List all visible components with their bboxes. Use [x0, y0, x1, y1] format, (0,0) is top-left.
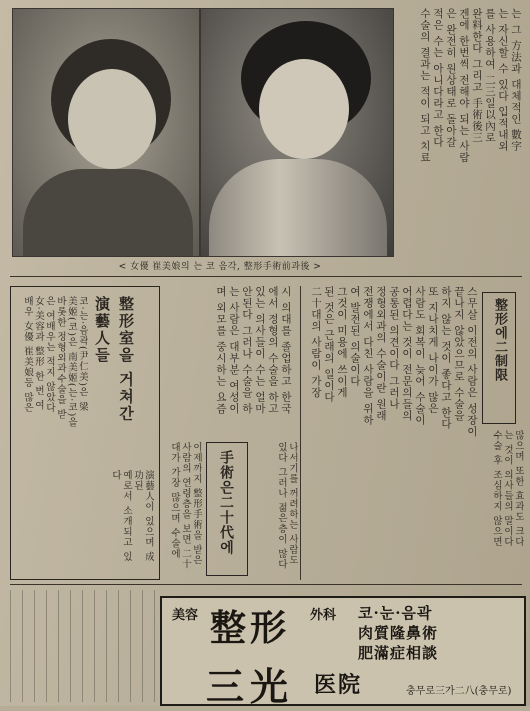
ad-service-3: 肥滿症相談	[358, 644, 439, 662]
text-line: 겐에 한번씩 전해야 되는 사람	[458, 8, 470, 164]
shoulders-shape	[23, 169, 193, 257]
left-article-headline-1: 整形室을 거쳐간	[117, 296, 135, 423]
text-line: 바롯한 정형외과수술을 받	[55, 296, 66, 420]
ad-label-beauty: 美容	[172, 608, 199, 623]
text-line: 를 사용하여 二三일以內로	[484, 8, 496, 144]
center-article-body	[162, 286, 292, 436]
text-line: 안된다 그러나 수술을 하	[241, 286, 253, 415]
ad-service-2: 肉質隆鼻術	[358, 624, 439, 642]
text-line: 수술 후 조심하지 않으면	[491, 430, 502, 548]
text-line: 된 것은 근래의 일이다	[323, 286, 335, 403]
text-line: 는 사람은 대부분 여성이	[228, 286, 240, 415]
text-line: 며 외모를 중시하는 요즘	[215, 286, 227, 415]
text-line: 어렵다는 것이 전문의들의	[401, 286, 413, 422]
text-line: 는 자신할 수 있다 입적내외	[497, 8, 509, 152]
text-line: 적은 수는 아니다라고 한다	[432, 8, 444, 148]
ad-title: 整形	[210, 607, 291, 649]
bottom-text-columns	[10, 590, 156, 702]
section-divider	[10, 276, 522, 277]
left-article-headline-2: 演藝人들	[93, 296, 111, 364]
face-shape	[68, 69, 156, 169]
text-line: 사람의 연령층을 보면 二十	[180, 442, 191, 570]
text-line: 는 그 方法과 대체적인 數字	[510, 8, 522, 152]
text-line: 대가 가장 많으며 수술에	[169, 442, 180, 560]
right-article-body-2	[480, 430, 524, 576]
ad-clinic-suffix: 医院	[314, 672, 363, 698]
text-line: 女·美容과 整形 한 번 여	[33, 296, 44, 411]
clinic-advertisement	[160, 596, 526, 709]
text-line: 나서기를 꺼려하는 사람도	[287, 442, 298, 566]
text-line: 하지 않는 것이 좋다고 한다	[440, 286, 452, 430]
ad-clinic-name: 三光	[206, 664, 295, 709]
text-line: 있다 그러나 젊은층이 많다	[276, 442, 287, 570]
text-line: 여 발전된 의술이다	[349, 286, 361, 387]
text-line: 끝나지 않았으므로 수술을	[453, 286, 465, 422]
right-article-headline: 整形에二制限	[492, 298, 507, 382]
text-line: 공통된 의견이다 그러나	[388, 286, 400, 410]
photo-before-surgery	[12, 8, 200, 257]
text-line: 배우 女優 崔美娘등 많은	[22, 296, 33, 414]
ad-address: 충무로三가二八(충무로)	[406, 686, 512, 697]
text-line: 演藝人이 있으며 成功된	[132, 470, 154, 563]
text-line: 시 의대를 졸업하고 한국	[280, 286, 292, 415]
text-line: 정형외과의 수술이란 원래	[375, 286, 387, 422]
text-line: 수술의 결과는 적이 되고 치료	[419, 8, 431, 164]
text-line: 예로서 소개되고 있다	[110, 470, 132, 563]
text-line: 사람도 회복이 늦어 수술이	[414, 286, 426, 426]
face-shape	[259, 59, 349, 159]
text-line: 는 것이 의사들의 말이다	[502, 430, 513, 548]
shoulders-shape	[209, 159, 387, 257]
top-right-column-text	[396, 8, 522, 270]
left-article-body	[16, 296, 88, 566]
text-line: 美姬(코)은 南美姬(는·코)을	[66, 296, 77, 428]
ad-service-1: 코·눈·음곽	[358, 604, 433, 622]
text-line: 있는 의사들이 수는 얼마	[254, 286, 266, 415]
text-line: 은 여배우는 적지 않았다	[44, 296, 55, 414]
mid-headline: 手術은二十代에	[218, 450, 234, 555]
text-line: 스무살 이전의 사람은 성장이	[466, 286, 478, 438]
text-line: 은 완전히 원상태로 돌아갈	[445, 8, 457, 148]
mid-article-body	[162, 442, 202, 574]
text-line: 이제까지 整形手術을 받은	[191, 442, 202, 566]
photo-after-surgery	[200, 8, 394, 257]
section-divider	[10, 584, 522, 585]
text-line: 그것이 미용에 쓰이게	[336, 286, 348, 399]
photo-caption: < 女優 崔美娘의 는 코 음각, 整形手術前과後 >	[118, 262, 322, 272]
column-divider	[300, 286, 301, 580]
text-line: 二十대의 사람이 가장	[310, 286, 322, 399]
ad-label-surgery: 外科	[310, 608, 337, 623]
text-line: 또 지나치게 나이가 많은	[427, 286, 439, 415]
text-line: 코·는·음곽(尹仁美)은 梁	[77, 296, 88, 412]
text-line: 많으며 또한 효과도 크다	[513, 430, 524, 548]
mid-article-body-2	[250, 442, 298, 574]
text-line: 완料한다 그리고 手術後三	[471, 8, 483, 144]
text-line: 전쟁에서 다친 사람을 위하	[362, 286, 374, 426]
text-line: 에서 정형의 수술을 하고	[267, 286, 279, 415]
right-article-body	[306, 286, 478, 576]
left-article-body-2	[94, 470, 154, 572]
